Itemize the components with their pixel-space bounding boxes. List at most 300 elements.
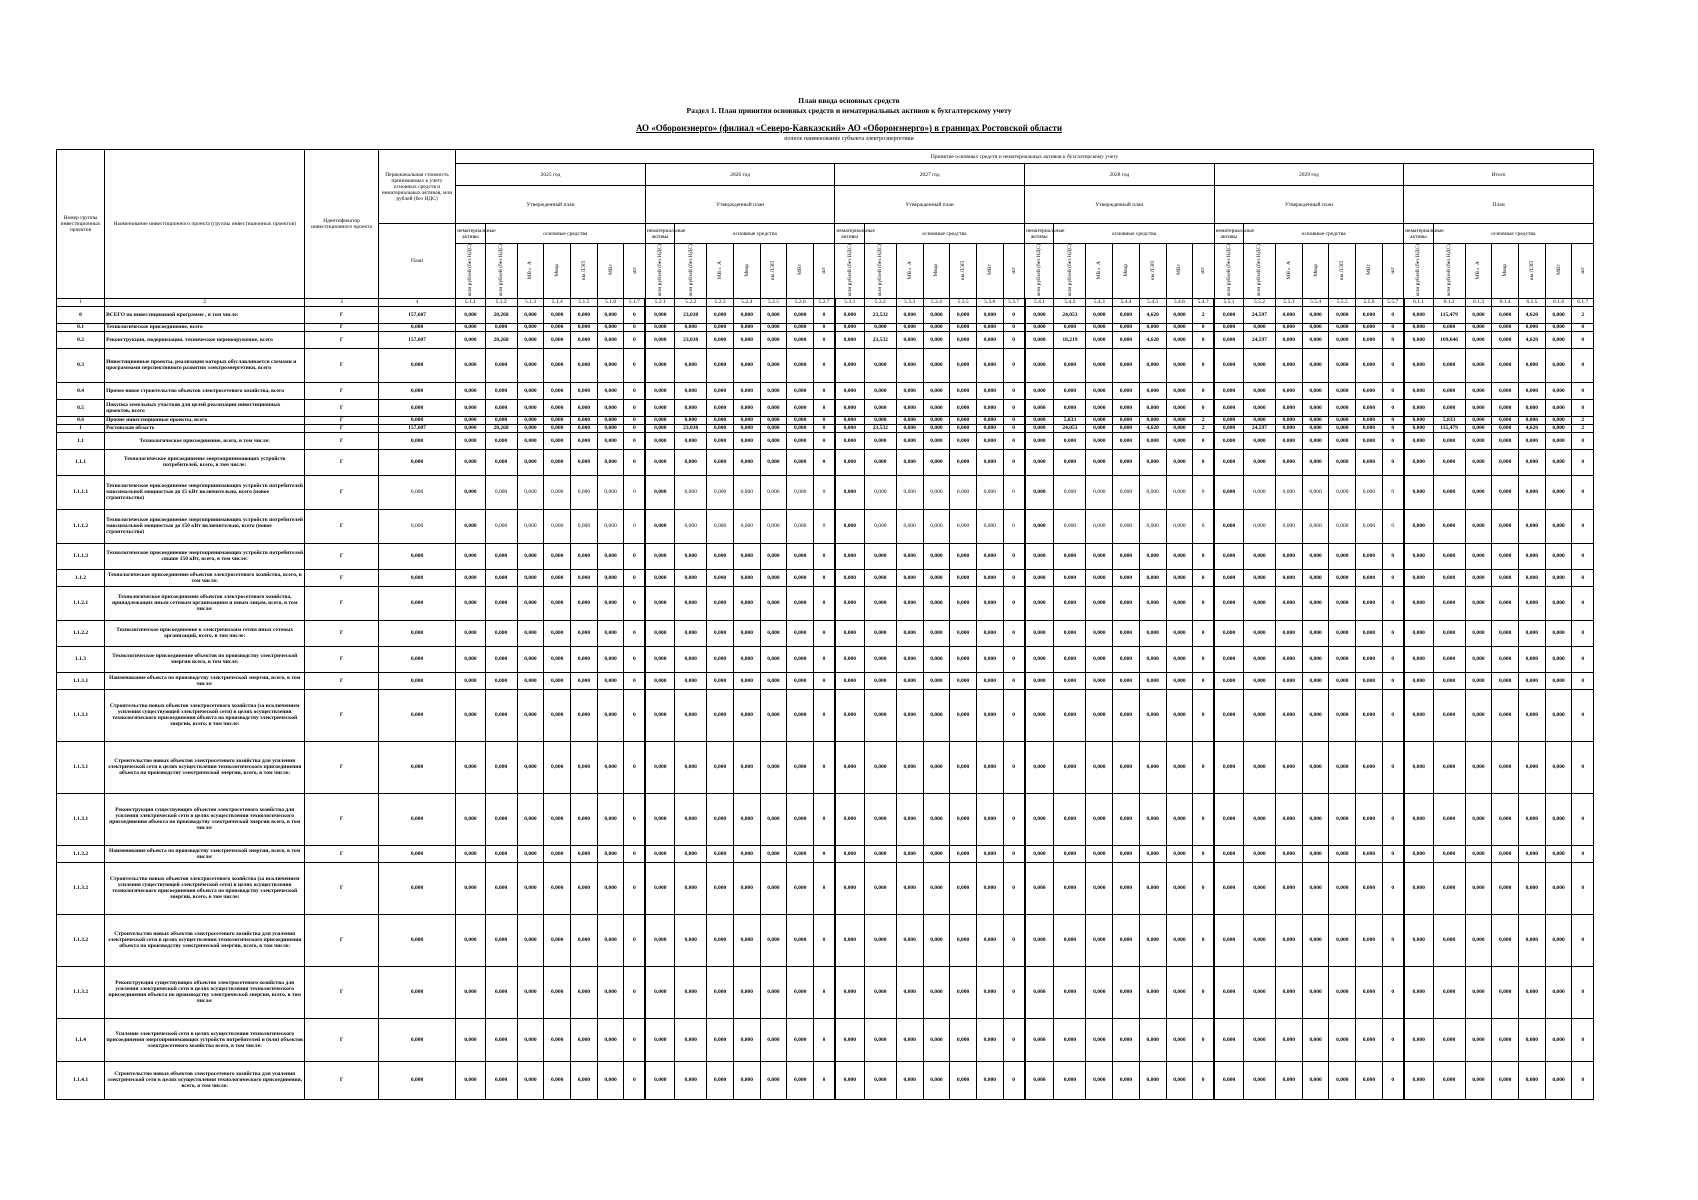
row-value: 0 [1193, 449, 1214, 475]
row-value: 0,000 [544, 509, 571, 543]
header-unit-text: млн рублей (без НДС) [1225, 244, 1232, 296]
row-value: 0 [1382, 569, 1403, 586]
row-value: 0,000 [923, 306, 950, 323]
row-value: 0,000 [1025, 966, 1054, 1018]
row-value: 0,000 [1545, 689, 1572, 741]
row-value: 0,000 [1302, 672, 1329, 689]
row-name: Реконструкция существующих объектов электросетевого хозяйства для усиления электрической сети в целях осуществления технологического присоединения объекта по производству электрической энергии всего, в том числе: [105, 793, 305, 845]
row-value: 0,000 [835, 793, 864, 845]
row-value: 0 [1193, 741, 1214, 793]
header-fixed: основные средства [485, 224, 645, 244]
row-value: 0,000 [456, 793, 485, 845]
header-intangible: нематериальные активы [1404, 224, 1433, 244]
row-value: 0,000 [645, 432, 674, 449]
header-intangible: нематериальные активы [835, 224, 864, 244]
row-id: Г [305, 432, 378, 449]
row-value: 0,000 [544, 672, 571, 689]
row-value: 0,000 [1054, 432, 1086, 449]
row-value: 0,000 [645, 382, 674, 399]
row-value: 0 [1382, 449, 1403, 475]
table-row [57, 424, 1594, 432]
row-value: 0,000 [896, 399, 923, 416]
row-value: 0,000 [787, 449, 814, 475]
row-value: 0,000 [675, 509, 707, 543]
row-value: 0,000 [835, 432, 864, 449]
row-value: 18,219 [1054, 331, 1086, 348]
row-value: 0,000 [1276, 323, 1303, 331]
row-value: 0 [1193, 862, 1214, 914]
row-value: 0,000 [1404, 449, 1433, 475]
row-value: 0,000 [896, 620, 923, 646]
row-value: 0,000 [976, 432, 1003, 449]
row-value: 0,000 [707, 1018, 734, 1061]
row-value: 0 [1193, 475, 1214, 509]
row-value: 0,000 [1166, 543, 1193, 569]
row-value: 0,000 [1433, 569, 1465, 586]
row-name: Усиление электрической сети в целях осуществления технологического присоединения энергопринимающих устройств потребителей и (или) объектов электросетевого хозяйства всего, в том числе: [105, 1018, 305, 1061]
row-value: 0,000 [485, 323, 517, 331]
row-value: 0,000 [1276, 689, 1303, 741]
row-value: 0 [1382, 672, 1403, 689]
row-value: 0 [1382, 793, 1403, 845]
row-value: 0,000 [517, 424, 544, 432]
row-value: 0,000 [864, 509, 896, 543]
row-value: 0 [1382, 323, 1403, 331]
row-value: 0,000 [1329, 543, 1356, 569]
row-value: 0,000 [645, 586, 674, 620]
row-value: 0,000 [1545, 449, 1572, 475]
row-value: 24,597 [1243, 331, 1275, 348]
header-unit-text: км ЛЭП [580, 260, 587, 280]
row-value: 0,000 [760, 689, 787, 741]
row-value: 0,000 [1214, 543, 1243, 569]
header-unit-text: МВт [986, 264, 993, 276]
row-value: 0 [1382, 586, 1403, 620]
header-group-no: Номер группы инвестиционных проектов [57, 150, 105, 299]
row-value: 0,000 [1054, 569, 1086, 586]
header-unit-text: Мвар [933, 263, 940, 277]
row-name: Строительство новых объектов электросетевого хозяйства для усиления электрической сети в целях осуществления технологического присоединения объекта по производству электрической энергии, всего, в том числе: [105, 741, 305, 793]
row-value: 0,000 [1166, 741, 1193, 793]
row-value: 0,000 [485, 569, 517, 586]
header-unit [1382, 244, 1403, 299]
row-value: 0,000 [544, 741, 571, 793]
row-value: 0,000 [976, 323, 1003, 331]
row-value: 0,000 [1025, 331, 1054, 348]
row-value: 0,000 [1086, 399, 1113, 416]
header-unit [1519, 244, 1546, 299]
row-value: 0 [624, 475, 645, 509]
row-value: 0,000 [485, 672, 517, 689]
row-value: 0,000 [544, 348, 571, 382]
row-value: 0,000 [864, 323, 896, 331]
row-value: 0,000 [733, 306, 760, 323]
header-cost-plan: План [378, 224, 455, 299]
header-unit [624, 244, 645, 299]
row-value: 0 [1193, 1018, 1214, 1061]
row-number: 1.1.3.2 [57, 914, 105, 966]
row-value: 0,000 [485, 586, 517, 620]
row-value: 0,000 [864, 689, 896, 741]
row-value: 0,000 [675, 1018, 707, 1061]
row-value: 0,000 [864, 845, 896, 862]
row-cost: 0,000 [378, 672, 455, 689]
row-id: Г [305, 416, 378, 424]
row-value: 0,000 [1302, 432, 1329, 449]
row-value: 0 [1382, 475, 1403, 509]
row-value: 0,000 [1214, 424, 1243, 432]
row-value: 0,000 [675, 586, 707, 620]
row-value: 0,000 [760, 793, 787, 845]
row-value: 0 [1382, 331, 1403, 348]
row-value: 0,000 [1025, 914, 1054, 966]
row-cost: 0,000 [378, 620, 455, 646]
row-value: 0,000 [787, 862, 814, 914]
row-value: 0,000 [1329, 306, 1356, 323]
row-value: 0,000 [1492, 586, 1519, 620]
row-value: 0,000 [1113, 741, 1140, 793]
row-value: 0 [1003, 914, 1024, 966]
row-value: 0,000 [896, 432, 923, 449]
row-value: 0,000 [787, 432, 814, 449]
header-plan-label: План [1404, 186, 1594, 224]
table-row [57, 449, 1594, 475]
row-value: 0,000 [1054, 382, 1086, 399]
column-number: 3 [305, 298, 378, 306]
header-fixed: основные средства [1243, 224, 1403, 244]
row-value: 0,000 [1545, 793, 1572, 845]
row-value: 20,268 [485, 306, 517, 323]
row-value: 0,000 [571, 845, 598, 862]
row-value: 0,000 [517, 543, 544, 569]
row-value: 0,000 [597, 1018, 624, 1061]
row-value: 0,000 [1492, 672, 1519, 689]
row-value: 0,000 [675, 416, 707, 424]
row-value: 0,000 [645, 449, 674, 475]
row-value: 0,000 [1113, 793, 1140, 845]
row-value: 0,000 [1243, 1061, 1275, 1099]
row-value: 0,000 [1243, 399, 1275, 416]
row-value: 0,000 [787, 424, 814, 432]
row-value: 0,000 [976, 741, 1003, 793]
header-unit [1054, 244, 1086, 299]
row-value: 0,000 [517, 862, 544, 914]
row-value: 0,000 [923, 323, 950, 331]
row-value: 24,597 [1243, 424, 1275, 432]
row-value: 0,000 [864, 399, 896, 416]
row-value: 0,000 [597, 424, 624, 432]
column-number: 5.3.3 [896, 298, 923, 306]
row-value: 0,000 [1329, 672, 1356, 689]
row-value: 0,000 [1025, 689, 1054, 741]
row-value: 0,000 [1492, 914, 1519, 966]
table-row [57, 382, 1594, 399]
row-value: 0,000 [1356, 449, 1383, 475]
row-value: 0,000 [733, 348, 760, 382]
company-caption: полное наименование субъекта электроэнергетики [784, 136, 914, 142]
row-value: 0,000 [1492, 306, 1519, 323]
row-value: 0,000 [597, 845, 624, 862]
header-unit [1433, 244, 1465, 299]
row-value: 0,000 [675, 862, 707, 914]
row-value: 0,000 [597, 449, 624, 475]
row-value: 0 [814, 306, 835, 323]
row-value: 0,000 [835, 399, 864, 416]
header-unit-text: км ЛЭП [960, 260, 967, 280]
row-value: 0,000 [1465, 348, 1492, 382]
row-value: 0,000 [864, 914, 896, 966]
row-value: 0,000 [787, 914, 814, 966]
row-value: 0,000 [864, 569, 896, 586]
row-value: 0,000 [645, 348, 674, 382]
header-unit [1492, 244, 1519, 299]
column-number: 5.4.5 [1139, 298, 1166, 306]
column-number: 4 [378, 298, 455, 306]
row-value: 0,000 [485, 543, 517, 569]
header-unit [787, 244, 814, 299]
row-value: 0 [1382, 914, 1403, 966]
table-row [57, 432, 1594, 449]
row-value: 0 [1193, 432, 1214, 449]
row-value: 0 [814, 914, 835, 966]
row-value: 0,000 [1276, 646, 1303, 672]
row-value: 0 [624, 845, 645, 862]
row-value: 0,000 [1054, 672, 1086, 689]
row-value: 0,000 [733, 331, 760, 348]
row-value: 0 [1193, 966, 1214, 1018]
row-value: 0,000 [733, 862, 760, 914]
row-value: 0,000 [864, 348, 896, 382]
row-value: 0,000 [1433, 689, 1465, 741]
row-value: 0,000 [1086, 966, 1113, 1018]
row-value: 0,000 [707, 399, 734, 416]
row-value: 0,000 [1404, 914, 1433, 966]
row-value: 0,000 [1356, 348, 1383, 382]
row-value: 0,000 [976, 424, 1003, 432]
header-year: 2028 год [1025, 164, 1215, 186]
row-value: 5,833 [1054, 416, 1086, 424]
row-value: 0,000 [1356, 646, 1383, 672]
row-value: 0 [624, 689, 645, 741]
row-value: 0,000 [1329, 793, 1356, 845]
row-value: 0,000 [1404, 399, 1433, 416]
row-value: 0,000 [1276, 449, 1303, 475]
row-id: Г [305, 348, 378, 382]
row-value: 0,000 [1243, 586, 1275, 620]
table-row [57, 672, 1594, 689]
row-name: Прочие инвестиционные проекты, всего [105, 416, 305, 424]
row-value: 0,000 [544, 1018, 571, 1061]
row-value: 0,000 [1113, 646, 1140, 672]
row-value: 0,000 [1086, 586, 1113, 620]
row-value: 0,000 [1329, 416, 1356, 424]
row-value: 0 [1003, 966, 1024, 1018]
row-value: 0,000 [1404, 689, 1433, 741]
row-id: Г [305, 1018, 378, 1061]
row-value: 0,000 [1545, 1018, 1572, 1061]
row-value: 0,000 [675, 966, 707, 1018]
row-value: 0,000 [1545, 543, 1572, 569]
row-value: 0,000 [456, 432, 485, 449]
row-value: 115,479 [1433, 424, 1465, 432]
row-value: 23,532 [864, 306, 896, 323]
row-value: 0,000 [1113, 914, 1140, 966]
row-value: 0,000 [456, 689, 485, 741]
row-value: 0,000 [1214, 475, 1243, 509]
row-value: 0,000 [760, 432, 787, 449]
row-value: 0 [1572, 914, 1594, 966]
row-number: 1.1.3.1 [57, 793, 105, 845]
row-value: 0,000 [1329, 432, 1356, 449]
header-unit-text: млн рублей (без НДС) [687, 244, 694, 296]
header-unit [707, 244, 734, 299]
header-unit [1572, 244, 1594, 299]
row-value: 0 [1003, 793, 1024, 845]
table-row [57, 475, 1594, 509]
row-value: 0,000 [485, 845, 517, 862]
row-value: 0,000 [896, 424, 923, 432]
row-value: 0,000 [1433, 543, 1465, 569]
row-value: 0,000 [1404, 569, 1433, 586]
row-value: 0,000 [544, 331, 571, 348]
row-value: 0,000 [597, 399, 624, 416]
row-value: 0 [624, 331, 645, 348]
row-value: 0,000 [517, 475, 544, 509]
table-row [57, 1018, 1594, 1061]
row-value: 0,000 [517, 306, 544, 323]
row-cost: 0,000 [378, 793, 455, 845]
row-value: 0,000 [923, 793, 950, 845]
header-unit [1166, 244, 1193, 299]
row-value: 0,000 [835, 449, 864, 475]
row-value: 0,000 [1166, 331, 1193, 348]
row-value: 0,000 [597, 475, 624, 509]
row-value: 0 [1382, 306, 1403, 323]
row-value: 0,000 [950, 416, 977, 424]
row-value: 0,000 [896, 543, 923, 569]
row-value: 0,000 [1086, 348, 1113, 382]
row-value: 0,000 [544, 306, 571, 323]
row-value: 0,000 [456, 509, 485, 543]
row-value: 0,000 [1139, 323, 1166, 331]
row-value: 0,000 [645, 416, 674, 424]
row-value: 0,000 [1356, 543, 1383, 569]
row-number: 0.3 [57, 348, 105, 382]
row-value: 23,030 [675, 306, 707, 323]
row-value: 0,000 [1276, 586, 1303, 620]
row-value: 0 [814, 862, 835, 914]
row-value: 0 [1003, 1061, 1024, 1099]
row-number: 1.1.2.1 [57, 586, 105, 620]
row-value: 0,000 [597, 793, 624, 845]
row-value: 0,000 [1214, 966, 1243, 1018]
row-value: 0,000 [1214, 1061, 1243, 1099]
row-value: 0,000 [976, 914, 1003, 966]
row-value: 0,000 [707, 689, 734, 741]
header-year: 2025 год [456, 164, 646, 186]
row-value: 0,000 [976, 620, 1003, 646]
row-value: 0,000 [1214, 569, 1243, 586]
row-value: 0,000 [485, 1061, 517, 1099]
row-value: 0,000 [456, 1018, 485, 1061]
row-value: 0,000 [1465, 569, 1492, 586]
row-id: Г [305, 306, 378, 323]
row-cost: 0,000 [378, 399, 455, 416]
column-number: 5.4.3 [1086, 298, 1113, 306]
row-value: 0 [1193, 672, 1214, 689]
row-value: 23,030 [675, 424, 707, 432]
row-value: 0,000 [645, 845, 674, 862]
row-value: 0,000 [1086, 306, 1113, 323]
row-value: 0,000 [597, 432, 624, 449]
row-number: 1.1.3 [57, 646, 105, 672]
table-row [57, 323, 1594, 331]
row-value: 4,620 [1519, 331, 1546, 348]
row-value: 0,000 [1113, 432, 1140, 449]
row-name: Строительство новых объектов электросетевого хозяйства для усиления электрической сети в целях осуществления технологического присоединения, всего, в том числе: [105, 1061, 305, 1099]
header-year: 2027 год [835, 164, 1025, 186]
row-value: 0,000 [1465, 845, 1492, 862]
column-number: 5.5.3 [1276, 298, 1303, 306]
row-name: Строительство новых объектов электросетевого хозяйства для усиления электрической сети в целях осуществления технологического присоединения объекта по производству электрической энергии, всего, в том числе: [105, 914, 305, 966]
row-value: 0,000 [864, 793, 896, 845]
row-value: 0,000 [1113, 348, 1140, 382]
row-value: 0,000 [923, 586, 950, 620]
row-value: 0,000 [1433, 348, 1465, 382]
row-value: 0,000 [1276, 914, 1303, 966]
row-value: 0 [1382, 399, 1403, 416]
row-value: 0,000 [1465, 475, 1492, 509]
header-unit [1025, 244, 1054, 299]
row-value: 0,000 [1356, 793, 1383, 845]
row-value: 0,000 [1545, 475, 1572, 509]
header-intangible: нематериальные активы [1214, 224, 1243, 244]
row-value: 0,000 [1545, 331, 1572, 348]
table-row [57, 348, 1594, 382]
row-value: 0,000 [456, 475, 485, 509]
plan-table [56, 149, 1594, 1100]
row-cost: 0,000 [378, 1061, 455, 1099]
row-value: 0,000 [760, 449, 787, 475]
row-value: 0 [624, 348, 645, 382]
row-value: 0,000 [456, 382, 485, 399]
row-id: Г [305, 424, 378, 432]
row-value: 0,000 [1519, 914, 1546, 966]
row-value: 0,000 [456, 306, 485, 323]
row-value: 0,000 [1302, 646, 1329, 672]
row-value: 0,000 [1465, 1018, 1492, 1061]
row-value: 0,000 [1025, 509, 1054, 543]
header-unit [760, 244, 787, 299]
row-value: 0,000 [1329, 449, 1356, 475]
column-number: 5.1.2 [485, 298, 517, 306]
row-value: 0,000 [1166, 646, 1193, 672]
row-value: 0,000 [1025, 399, 1054, 416]
row-value: 0,000 [1166, 1018, 1193, 1061]
row-value: 0,000 [1086, 793, 1113, 845]
row-value: 0,000 [1166, 382, 1193, 399]
header-unit [597, 244, 624, 299]
row-id: Г [305, 1061, 378, 1099]
row-value: 0,000 [1433, 382, 1465, 399]
row-name: Технологическое присоединение объектов электросетевого хозяйства, всего, в том числе: [105, 569, 305, 586]
row-id: Г [305, 966, 378, 1018]
row-value: 0,000 [675, 432, 707, 449]
row-value: 0,000 [1214, 586, 1243, 620]
row-value: 0 [814, 543, 835, 569]
row-value: 0,000 [950, 914, 977, 966]
header-unit [1465, 244, 1492, 299]
